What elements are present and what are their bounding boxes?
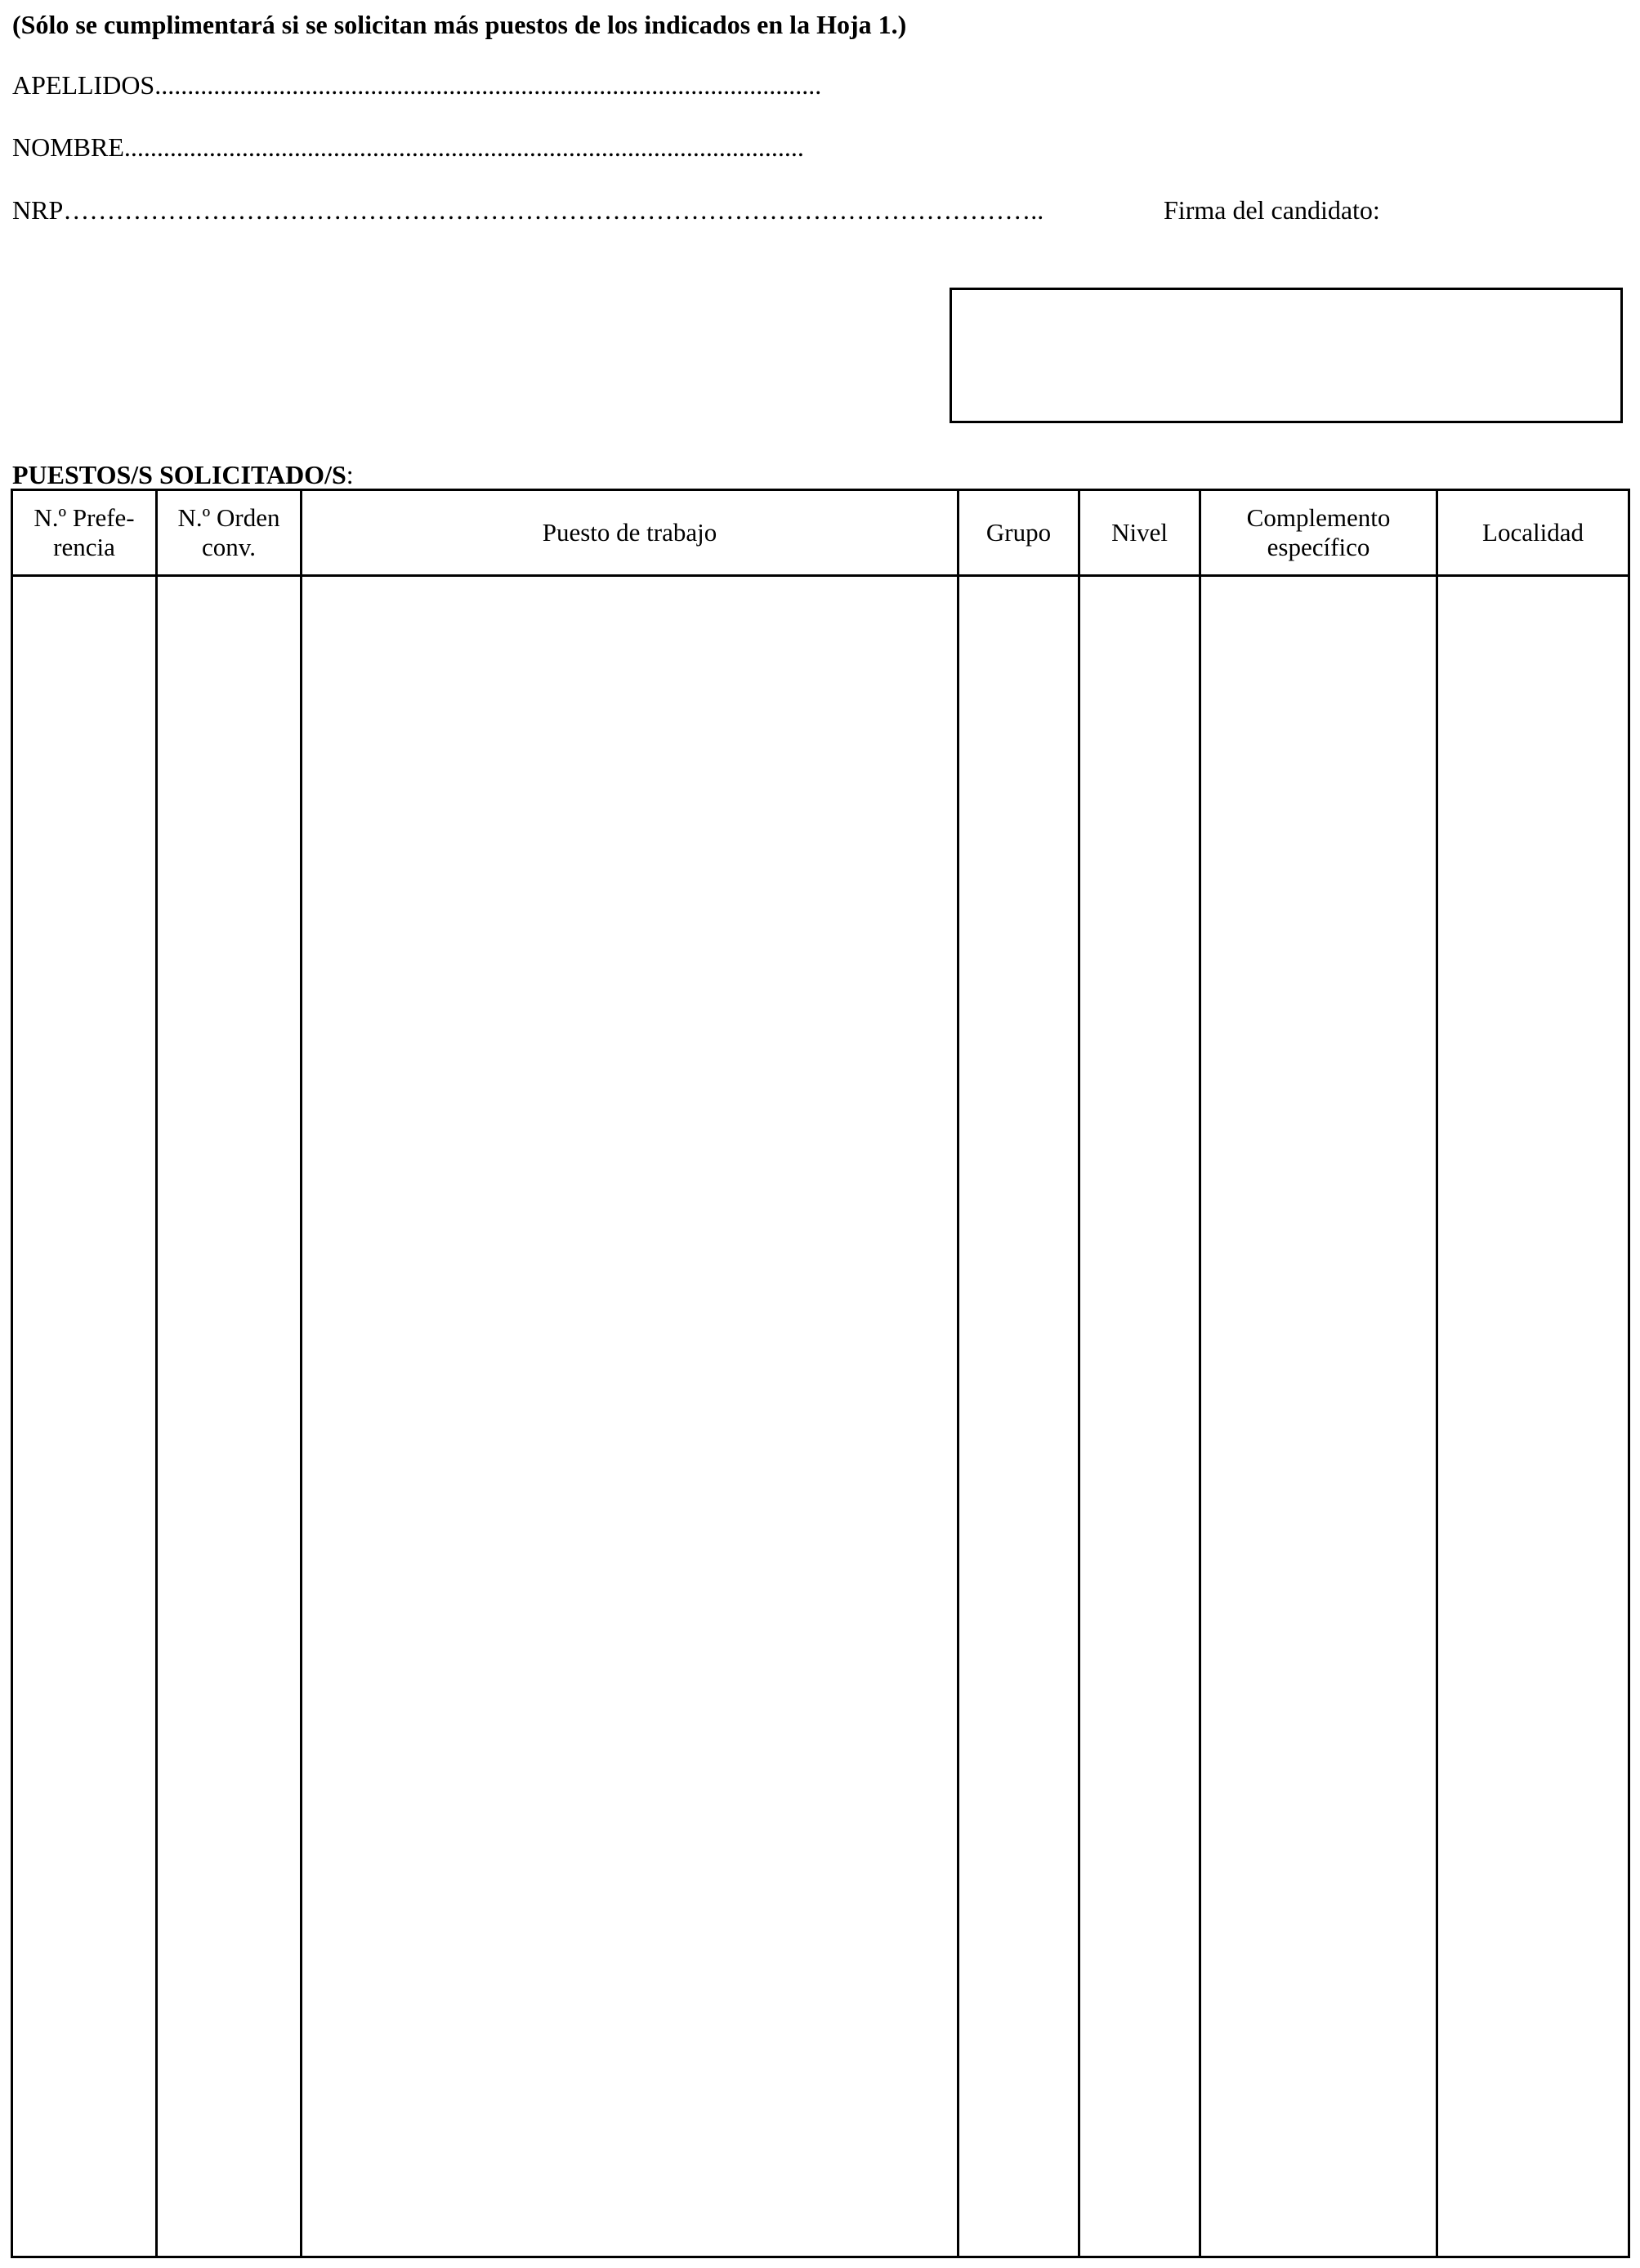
header-preferencia-line1: N.º Prefe- xyxy=(34,503,135,532)
header-preferencia-line2: rencia xyxy=(53,533,115,561)
header-nivel: Nivel xyxy=(1079,490,1200,576)
cell-localidad[interactable] xyxy=(1437,576,1629,2257)
section-title-bold: PUESTOS/S SOLICITADO/S xyxy=(12,460,346,489)
signature-label: Firma del candidato: xyxy=(1164,195,1380,225)
header-complemento-line1: Complemento xyxy=(1246,503,1391,532)
cell-nivel[interactable] xyxy=(1079,576,1200,2257)
cell-preferencia[interactable] xyxy=(12,576,157,2257)
apellidos-field[interactable]: APELLIDOS...................................................................................................... xyxy=(12,70,822,100)
cell-puesto[interactable] xyxy=(302,576,959,2257)
table-header-row xyxy=(12,490,1629,576)
cell-orden[interactable] xyxy=(157,576,302,2257)
header-preferencia xyxy=(12,490,157,576)
cell-complemento[interactable] xyxy=(1200,576,1437,2257)
section-title-colon: : xyxy=(346,460,354,489)
nrp-field[interactable]: NRP………………………………………………………………………………………………….. xyxy=(12,195,1044,225)
header-note: (Sólo se cumplimentará si se solicitan más puestos de los indicados en la Hoja 1.) xyxy=(12,10,907,39)
header-orden-line2: conv. xyxy=(202,533,256,561)
header-grupo: Grupo xyxy=(959,490,1079,576)
header-complemento-line2: específico xyxy=(1267,533,1370,561)
header-orden-line1: N.º Orden xyxy=(177,503,280,532)
header-orden xyxy=(157,490,302,576)
header-puesto: Puesto de trabajo xyxy=(302,490,959,576)
cell-grupo[interactable] xyxy=(959,576,1079,2257)
nombre-field[interactable]: NOMBRE........................................................................................................ xyxy=(12,132,804,162)
header-complemento xyxy=(1200,490,1437,576)
positions-table-wrapper xyxy=(11,489,1628,2258)
table-body-row xyxy=(12,576,1629,2257)
header-localidad: Localidad xyxy=(1437,490,1629,576)
positions-table xyxy=(11,489,1630,2258)
signature-box[interactable] xyxy=(950,288,1623,423)
section-title xyxy=(12,459,354,490)
